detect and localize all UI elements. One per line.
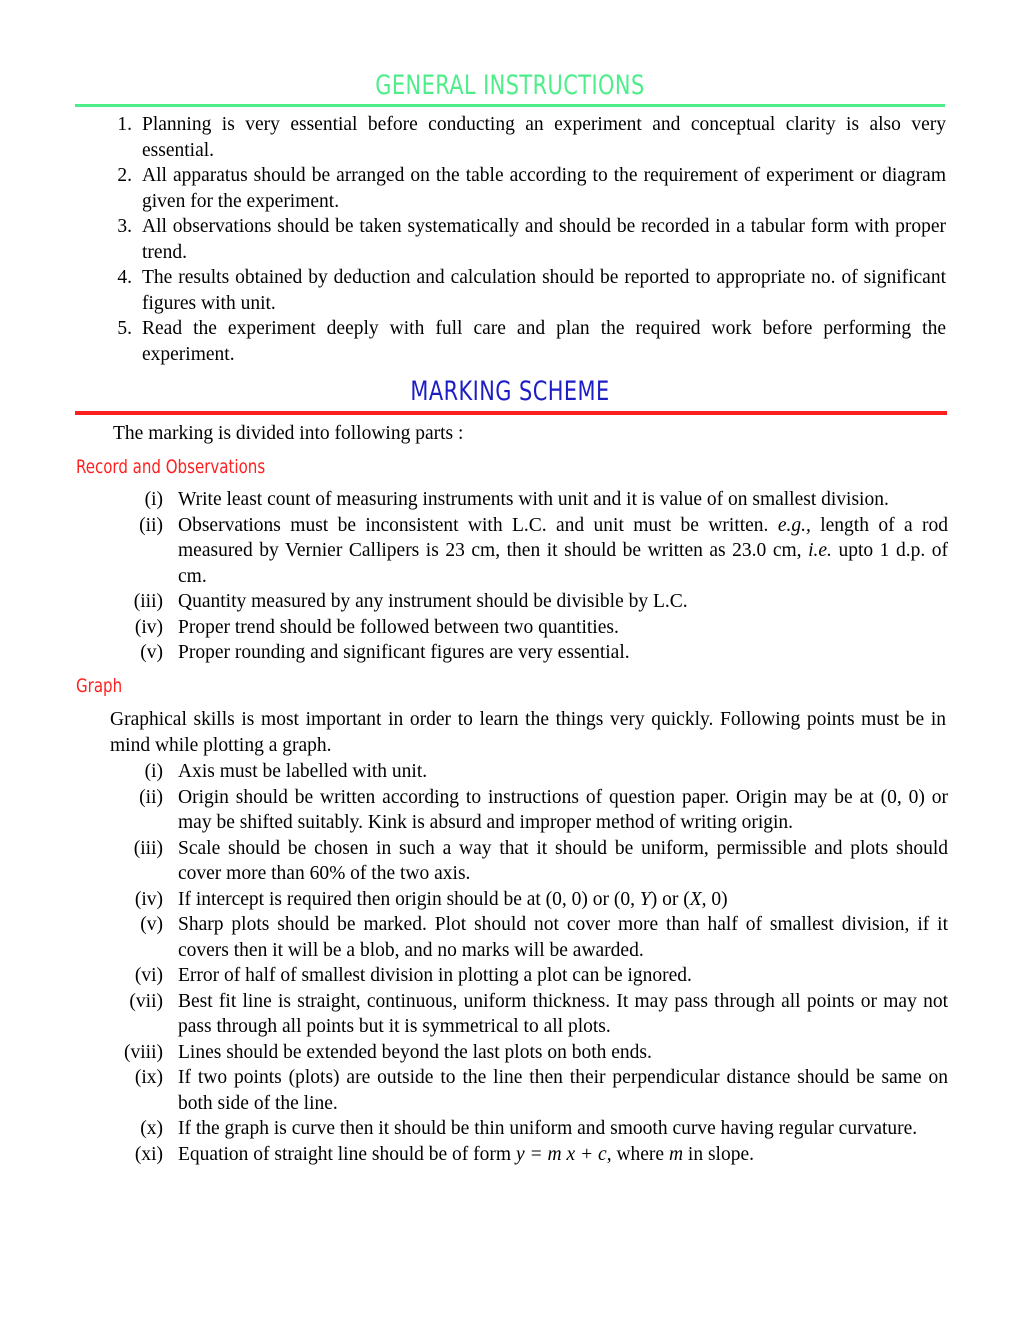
marking-scheme-heading-block — [75, 378, 945, 415]
graph-label: Graph — [76, 675, 123, 697]
list-marker: (i) — [144, 761, 163, 782]
list-item — [103, 1116, 948, 1142]
list-text: Read the experiment deeply with full care and plan the required work before performing the experiment. — [142, 318, 946, 365]
list-marker: (xi) — [134, 1143, 163, 1165]
list-marker: (ix) — [134, 1067, 163, 1088]
list-text: All observations should be taken systematically and should be recorded in a tabular form with proper trend. — [142, 216, 946, 263]
list-item — [103, 640, 948, 666]
list-text: Origin should be written according to instructions of question paper. Origin may be at (0, 0) or may be shifted suitably. Kink is absurd and improper method of writing origin. — [178, 786, 948, 833]
list-item — [103, 513, 948, 590]
list-text: The results obtained by deduction and calculation should be reported to appropriate no. of significant figures with unit. — [142, 267, 946, 314]
list-marker: 3. — [117, 216, 132, 237]
list-text: All apparatus should be arranged on the table according to the requirement of experiment or diagram given for the experiment. — [142, 165, 946, 212]
list-text: Quantity measured by any instrument should be divisible by L.C. — [178, 591, 688, 612]
general-instructions-list — [108, 112, 946, 367]
list-text: If intercept is required then origin should be at (0, 0) or (0, Y) or (X, 0) — [178, 888, 728, 910]
list-item — [103, 759, 948, 785]
list-item — [103, 989, 948, 1040]
list-text: If two points (plots) are outside to the line then their perpendicular distance should be same on both side of the line. — [178, 1067, 948, 1114]
list-text: Error of half of smallest division in plotting a plot can be ignored. — [178, 965, 692, 986]
list-item — [103, 1065, 948, 1116]
graph-list — [103, 759, 948, 1167]
list-text: Sharp plots should be marked. Plot should not cover more than half of smallest division, if it covers then it will be a blob, and no marks will be awarded. — [178, 914, 948, 961]
list-item — [108, 214, 946, 265]
record-and-observations-list — [103, 487, 948, 666]
general-instructions-title: GENERAL INSTRUCTIONS — [375, 70, 645, 101]
list-text: Best fit line is straight, continuous, uniform thickness. It may pass through all points or may not pass through all points but it is symmetrical to all plots. — [178, 990, 948, 1037]
list-marker: 5. — [117, 318, 132, 339]
list-item — [103, 785, 948, 836]
marking-scheme-intro: The marking is divided into following parts : — [113, 423, 464, 444]
list-text: Lines should be extended beyond the last plots on both ends. — [178, 1041, 652, 1063]
list-text: Scale should be chosen in such a way that it should be uniform, permissible and plots should cover more than 60% of the two axis. — [178, 837, 948, 884]
record-and-observations-label: Record and Observations — [76, 456, 266, 478]
list-marker: 2. — [117, 165, 132, 186]
graph-heading — [76, 676, 128, 697]
list-item — [103, 836, 948, 887]
graph-intro-paragraph: Graphical skills is most important in order to learn the things very quickly. Following points must be in mind while plotting a graph. — [110, 709, 946, 756]
list-item — [103, 487, 948, 513]
list-marker: (v) — [140, 642, 163, 663]
green-divider-rule — [75, 104, 945, 107]
list-marker: (iv) — [134, 888, 163, 910]
list-item — [108, 316, 946, 367]
list-marker: (vi) — [134, 965, 163, 986]
list-item — [103, 615, 948, 641]
list-text: Axis must be labelled with unit. — [178, 761, 428, 782]
list-marker: (v) — [140, 914, 163, 935]
list-text: Write least count of measuring instruments with unit and it is value of on smallest division. — [178, 489, 889, 510]
list-text: Observations must be inconsistent with L.C. and unit must be written. e.g., length of a rod measured by Vernier Callipers is 23 cm, then it should be written as 23.0 cm, i.e. upto 1 d.p. of cm. — [178, 514, 948, 587]
list-marker: (i) — [144, 489, 163, 510]
list-marker: (ii) — [139, 786, 163, 808]
list-marker: (viii) — [124, 1041, 163, 1063]
list-text: If the graph is curve then it should be thin uniform and smooth curve having regular curvature. — [178, 1118, 918, 1139]
list-text: Equation of straight line should be of form y = m x + c, where m in slope. — [178, 1143, 755, 1165]
list-marker: (ii) — [139, 514, 163, 536]
list-item — [103, 912, 948, 963]
list-marker: 4. — [117, 267, 132, 288]
list-marker: (iv) — [134, 616, 163, 638]
marking-scheme-title: MARKING SCHEME — [410, 376, 610, 407]
list-item — [103, 963, 948, 989]
list-marker: 1. — [117, 114, 132, 135]
list-item — [108, 112, 946, 163]
list-text: Planning is very essential before conducting an experiment and conceptual clarity is also very essential. — [142, 114, 946, 161]
list-marker: (x) — [140, 1118, 163, 1139]
list-item — [108, 265, 946, 316]
list-marker: (iii) — [133, 837, 163, 859]
list-text: Proper rounding and significant figures are very essential. — [178, 642, 630, 663]
list-item — [103, 1142, 948, 1168]
list-item — [108, 163, 946, 214]
list-text: Proper trend should be followed between two quantities. — [178, 616, 619, 638]
red-divider-rule — [75, 411, 947, 415]
list-item — [103, 887, 948, 913]
list-marker: (vii) — [129, 990, 163, 1012]
list-item — [103, 1040, 948, 1066]
list-marker: (iii) — [133, 591, 163, 612]
list-item — [103, 589, 948, 615]
record-and-observations-heading — [76, 457, 291, 478]
general-instructions-heading-block — [75, 72, 945, 107]
